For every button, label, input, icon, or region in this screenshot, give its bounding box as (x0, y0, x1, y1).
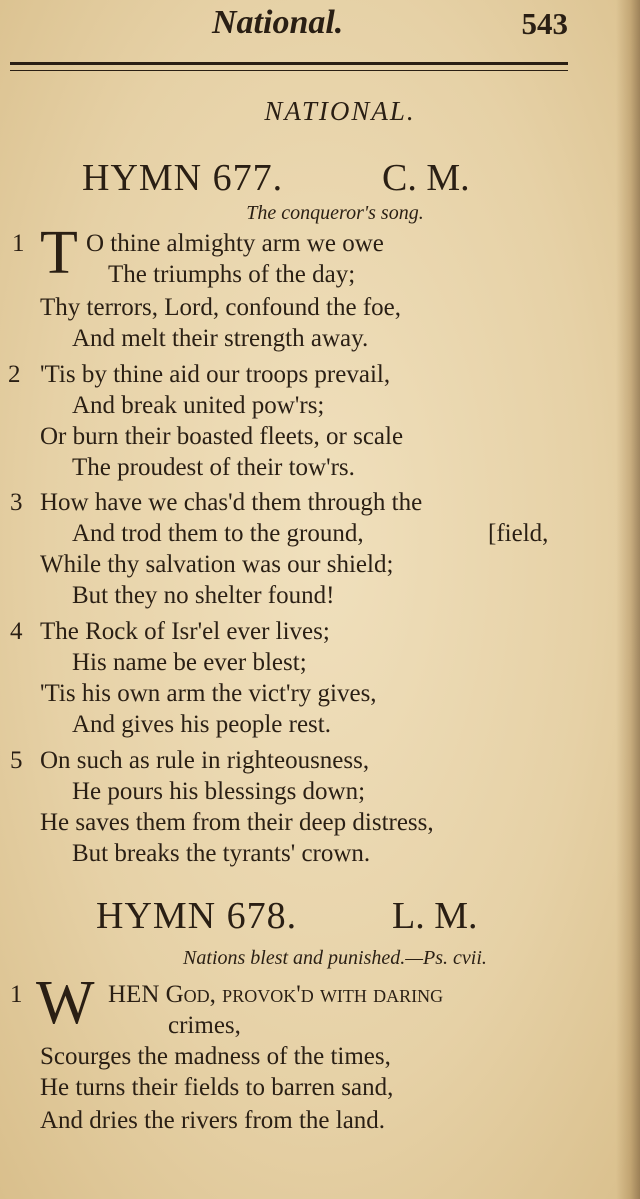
verse-line: He turns their fields to barren sand, (40, 1074, 394, 1101)
verse-line: HEN God, provok'd with daring (108, 981, 444, 1008)
page-number: 543 (521, 6, 568, 41)
verse-number: 5 (10, 747, 23, 774)
verse-line: The proudest of their tow'rs. (72, 454, 355, 481)
drop-cap: T (40, 219, 78, 287)
verse-line: Or burn their boasted fleets, or scale (40, 423, 404, 450)
header-rule-thin (10, 70, 568, 71)
header-rule-thick (10, 62, 568, 65)
verse-number: 4 (10, 618, 23, 645)
verse-line: 'Tis his own arm the vict'ry gives, (40, 680, 377, 707)
verse-number: 2 (8, 361, 21, 388)
verse-line: And trod them to the ground, (72, 520, 364, 547)
verse-line: And break united pow'rs; (72, 392, 325, 419)
running-head (0, 4, 640, 48)
hymn-meter: C. M. (382, 157, 470, 199)
verse-line: His name be ever blest; (72, 649, 307, 676)
running-head-title: National. (212, 4, 344, 41)
hymn-subtitle: The conqueror's song. (246, 202, 424, 224)
hymn-number: HYMN 678. (96, 895, 298, 937)
verse-line: And gives his people rest. (72, 711, 331, 738)
verse-line: 'Tis by thine aid our troops prevail, (40, 361, 391, 388)
verse-line: He pours his blessings down; (72, 778, 366, 805)
verse-line-turnover: [field, (488, 520, 549, 547)
hymn-677-heading (0, 156, 640, 204)
page-edge-shadow (616, 0, 640, 1199)
verse-line: But they no shelter found! (72, 582, 335, 609)
verse-line: The Rock of Isr'el ever lives; (40, 618, 330, 645)
verse-line: While thy salvation was our shield; (40, 551, 394, 578)
hymn-subtitle: Nations blest and punished.—Ps. cvii. (183, 947, 487, 969)
verse-line: How have we chas'd them through the (40, 489, 423, 516)
drop-cap: W (36, 969, 95, 1037)
verse-line: Scourges the madness of the times, (40, 1043, 391, 1070)
verse-line: crimes, (168, 1012, 241, 1039)
verse-number: 3 (10, 489, 23, 516)
verse-line: And dries the rivers from the land. (40, 1107, 386, 1134)
verse-line: He saves them from their deep distress, (40, 809, 434, 836)
hymn-number: HYMN 677. (82, 157, 284, 199)
verse-line: Thy terrors, Lord, confound the foe, (40, 294, 401, 321)
verse-number: 1 (12, 230, 25, 257)
hymn-meter: L. M. (392, 895, 478, 937)
hymn-678-heading (0, 894, 640, 942)
verse-line: O thine almighty arm we owe (86, 230, 384, 257)
section-title: NATIONAL. (264, 96, 416, 126)
verse-line: The triumphs of the day; (108, 261, 356, 288)
verse-line: And melt their strength away. (72, 325, 369, 352)
verse-line: But breaks the tyrants' crown. (72, 840, 371, 867)
verse-line: On such as rule in righteousness, (40, 747, 370, 774)
verse-number: 1 (10, 981, 23, 1008)
